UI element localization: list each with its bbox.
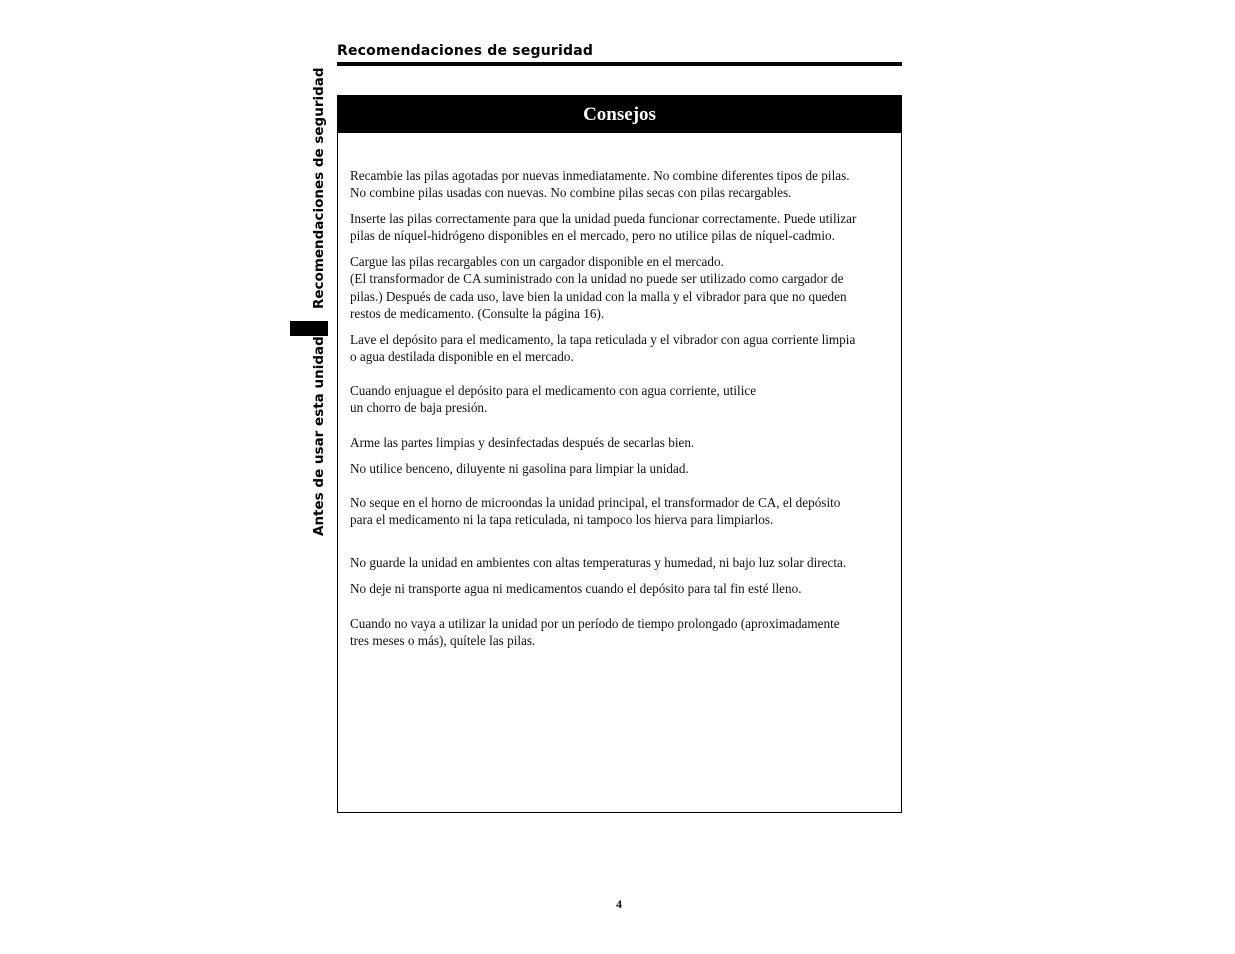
tip-paragraph: No seque en el horno de microondas la unidad principal, el transformador de CA, el depósito para el medicamento ni la tapa reticulada, ni tampoco los hierva para limpiarlos. bbox=[350, 495, 841, 528]
tip-paragraph: Lave el depósito para el medicamento, la tapa reticulada y el vibrador con agua corriente limpia o agua destilada disponible en el mercado. bbox=[350, 332, 856, 365]
side-label-section: Recomendaciones de seguridad bbox=[311, 67, 327, 309]
tips-box-title: Consejos bbox=[338, 96, 901, 133]
header-rule bbox=[337, 62, 902, 66]
page-number: 4 bbox=[616, 897, 622, 911]
tip-paragraph: Cargue las pilas recargables con un cargador disponible en el mercado. (El transformador de CA suministrado con la unidad no puede ser utilizado como cargador de pilas.) Después de cada uso, lave bien la unidad con la malla y el vibrador para que no queden restos de medicamento. (Consulte la página 16). bbox=[350, 254, 847, 322]
tip-paragraph: Inserte las pilas correctamente para que la unidad pueda funcionar correctamente. Puede utilizar pilas de níquel-hidrógeno disponibles en el mercado, pero no utilice pilas de níquel-cadmio. bbox=[350, 211, 857, 244]
tip-paragraph: No guarde la unidad en ambientes con altas temperaturas y humedad, ni bajo luz solar directa. bbox=[350, 555, 847, 570]
section-tab-marker bbox=[290, 321, 328, 336]
tip-paragraph: Recambie las pilas agotadas por nuevas inmediatamente. No combine diferentes tipos de pilas. No combine pilas usadas con nuevas. No combine pilas secas con pilas recargables. bbox=[350, 168, 850, 201]
tip-paragraph: No utilice benceno, diluyente ni gasolina para limpiar la unidad. bbox=[350, 461, 689, 476]
side-label-chapter: Antes de usar esta unidad bbox=[311, 336, 327, 536]
tip-paragraph: Cuando enjuague el depósito para el medicamento con agua corriente, utilice un chorro de baja presión. bbox=[350, 383, 757, 416]
tip-paragraph: No deje ni transporte agua ni medicamentos cuando el depósito para tal fin esté lleno. bbox=[350, 581, 802, 596]
tip-paragraph: Cuando no vaya a utilizar la unidad por un período de tiempo prolongado (aproximadamente tres meses o más), quítele las pilas. bbox=[350, 616, 840, 649]
tips-box bbox=[337, 95, 902, 813]
running-header-title: Recomendaciones de seguridad bbox=[337, 43, 594, 59]
tip-paragraph: Arme las partes limpias y desinfectadas después de secarlas bien. bbox=[350, 435, 695, 450]
